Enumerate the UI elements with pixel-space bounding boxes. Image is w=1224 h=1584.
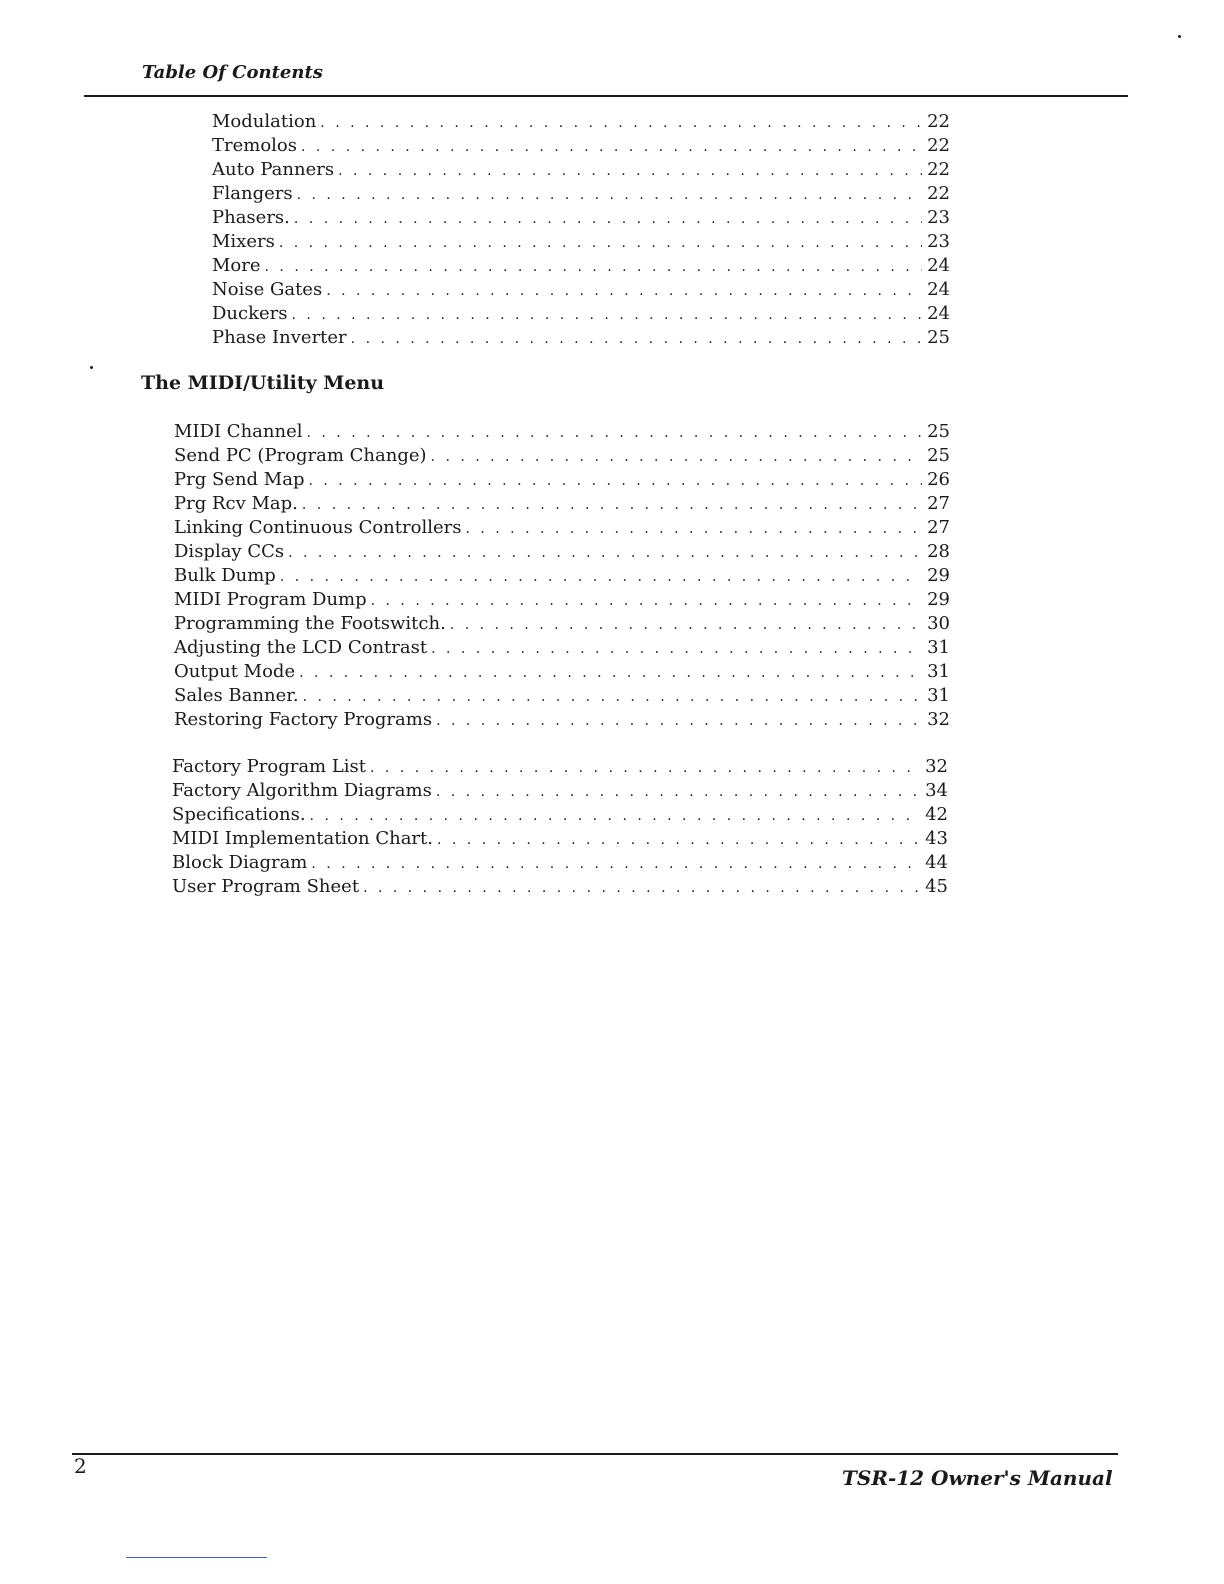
toc-entry-label: Modulation	[212, 111, 317, 132]
toc-entry-label: Auto Panners	[212, 159, 335, 180]
toc-entry[interactable]	[174, 636, 950, 660]
toc-entry-label: Flangers	[212, 183, 293, 204]
toc-entry[interactable]	[172, 851, 948, 875]
toc-entry-page: 25	[927, 421, 950, 442]
dot-leader	[320, 111, 922, 135]
toc-entry-label: Prg Rcv Map.	[174, 493, 298, 514]
dot-leader	[370, 756, 920, 780]
toc-entry[interactable]	[172, 755, 948, 779]
toc-entry-label: User Program Sheet	[172, 876, 360, 897]
toc-entry-label: Restoring Factory Programs	[174, 709, 433, 730]
toc-entry[interactable]	[212, 206, 950, 230]
toc-entry-page: 42	[925, 804, 948, 825]
toc-entry-label: Sales Banner.	[174, 685, 299, 706]
toc-entry-page: 31	[927, 685, 950, 706]
toc-entry-page: 24	[927, 279, 950, 300]
toc-entry-label: Factory Algorithm Diagrams	[172, 780, 432, 801]
toc-entry-label: Bulk Dump	[174, 565, 276, 586]
toc-entry[interactable]	[212, 110, 950, 134]
dot-leader	[294, 207, 922, 231]
toc-entry[interactable]	[212, 230, 950, 254]
dot-leader	[303, 685, 922, 709]
toc-entry-label: Specifications.	[172, 804, 306, 825]
dot-leader	[351, 327, 922, 351]
toc-entry[interactable]	[212, 302, 950, 326]
toc-entry-label: Prg Send Map	[174, 469, 305, 490]
dot-leader	[297, 183, 922, 207]
toc-entry[interactable]	[174, 444, 950, 468]
toc-entry-label: Display CCs	[174, 541, 285, 562]
toc-entry-page: 29	[927, 589, 950, 610]
footer-rule	[72, 1453, 1118, 1455]
toc-entry[interactable]	[174, 540, 950, 564]
toc-entry-label: Block Diagram	[172, 852, 308, 873]
toc-entry-page: 24	[927, 303, 950, 324]
dot-leader	[280, 565, 922, 589]
toc-entry[interactable]	[172, 779, 948, 803]
toc-entry[interactable]	[174, 468, 950, 492]
dot-leader	[311, 852, 920, 876]
toc-entry[interactable]	[174, 708, 950, 732]
toc-list-effects	[212, 110, 950, 350]
toc-entry-page: 32	[927, 709, 950, 730]
toc-entry-page: 34	[925, 780, 948, 801]
dot-leader	[431, 445, 922, 469]
toc-entry-page: 24	[927, 255, 950, 276]
dot-leader	[338, 159, 922, 183]
toc-entry-page: 44	[925, 852, 948, 873]
toc-entry[interactable]	[172, 875, 948, 899]
header-rule	[84, 95, 1128, 97]
toc-entry-page: 25	[927, 445, 950, 466]
toc-entry[interactable]	[212, 182, 950, 206]
dot-leader	[299, 661, 922, 685]
toc-entry[interactable]	[174, 660, 950, 684]
section-heading-midi-utility: The MIDI/Utility Menu	[141, 372, 385, 394]
scan-blue-line	[126, 1557, 267, 1558]
dot-leader	[436, 709, 922, 733]
toc-entry[interactable]	[212, 278, 950, 302]
scan-speck	[90, 366, 93, 369]
toc-entry-page: 23	[927, 207, 950, 228]
toc-entry-page: 32	[925, 756, 948, 777]
toc-list-appendix	[172, 755, 948, 899]
dot-leader	[292, 303, 922, 327]
dot-leader	[465, 517, 922, 541]
dot-leader	[301, 135, 922, 159]
toc-entry-page: 22	[927, 183, 950, 204]
toc-entry-label: Output Mode	[174, 661, 296, 682]
toc-entry-page: 28	[927, 541, 950, 562]
toc-list-midi-utility	[174, 420, 950, 732]
dot-leader	[450, 613, 922, 637]
toc-entry-page: 22	[927, 111, 950, 132]
toc-entry[interactable]	[212, 326, 950, 350]
dot-leader	[302, 493, 922, 517]
toc-entry-page: 31	[927, 661, 950, 682]
toc-entry[interactable]	[174, 684, 950, 708]
dot-leader	[437, 828, 920, 852]
toc-entry-label: Duckers	[212, 303, 288, 324]
toc-entry-page: 25	[927, 327, 950, 348]
toc-entry-page: 27	[927, 493, 950, 514]
dot-leader	[326, 279, 922, 303]
toc-entry-page: 29	[927, 565, 950, 586]
dot-leader	[431, 637, 922, 661]
toc-entry-page: 22	[927, 135, 950, 156]
toc-entry-label: MIDI Program Dump	[174, 589, 367, 610]
toc-entry-page: 45	[925, 876, 948, 897]
toc-entry-label: MIDI Implementation Chart.	[172, 828, 433, 849]
toc-entry[interactable]	[174, 564, 950, 588]
toc-entry[interactable]	[172, 803, 948, 827]
toc-entry[interactable]	[212, 254, 950, 278]
toc-entry-label: Adjusting the LCD Contrast	[174, 637, 428, 658]
toc-entry-label: Factory Program List	[172, 756, 367, 777]
toc-entry-page: 23	[927, 231, 950, 252]
toc-entry-label: Send PC (Program Change)	[174, 445, 427, 466]
toc-entry-page: 26	[927, 469, 950, 490]
toc-entry-page: 22	[927, 159, 950, 180]
toc-entry[interactable]	[212, 134, 950, 158]
toc-entry[interactable]	[174, 516, 950, 540]
toc-entry-label: Phasers.	[212, 207, 290, 228]
toc-entry-label: Linking Continuous Controllers	[174, 517, 462, 538]
toc-entry-label: Mixers	[212, 231, 275, 252]
dot-leader	[371, 589, 922, 613]
scan-speck	[1178, 35, 1181, 38]
dot-leader	[363, 876, 920, 900]
dot-leader	[307, 421, 923, 445]
dot-leader	[279, 231, 922, 255]
page-header-title: Table Of Contents	[142, 62, 323, 83]
toc-entry-page: 27	[927, 517, 950, 538]
dot-leader	[310, 804, 920, 828]
toc-entry-label: Phase Inverter	[212, 327, 347, 348]
dot-leader	[288, 541, 922, 565]
toc-entry[interactable]	[172, 827, 948, 851]
toc-entry[interactable]	[174, 420, 950, 444]
dot-leader	[265, 255, 922, 279]
page-number: 2	[74, 1454, 87, 1478]
toc-entry[interactable]	[212, 158, 950, 182]
toc-entry-label: Noise Gates	[212, 279, 323, 300]
toc-entry-label: Programming the Footswitch.	[174, 613, 446, 634]
toc-entry[interactable]	[174, 492, 950, 516]
toc-entry[interactable]	[174, 612, 950, 636]
toc-entry-label: Tremolos	[212, 135, 297, 156]
toc-entry-label: MIDI Channel	[174, 421, 303, 442]
dot-leader	[436, 780, 920, 804]
footer-manual-title: TSR-12 Owner's Manual	[842, 1466, 1113, 1490]
toc-entry-page: 30	[927, 613, 950, 634]
toc-entry[interactable]	[174, 588, 950, 612]
toc-entry-page: 31	[927, 637, 950, 658]
dot-leader	[308, 469, 922, 493]
toc-entry-label: More	[212, 255, 261, 276]
toc-entry-page: 43	[925, 828, 948, 849]
